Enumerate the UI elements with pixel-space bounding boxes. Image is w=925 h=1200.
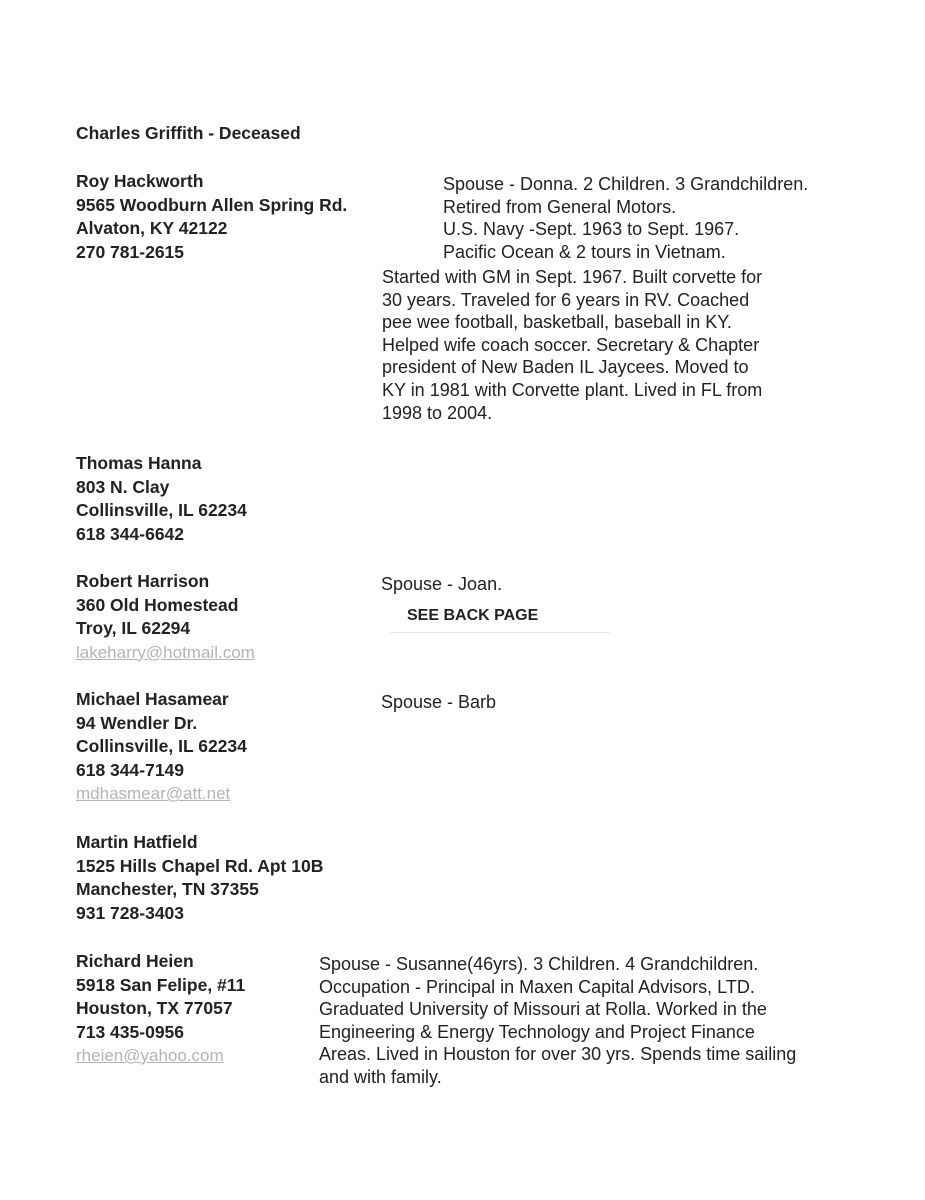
member-name: Thomas Hanna — [76, 453, 202, 473]
address-line: 94 Wendler Dr. — [76, 712, 198, 733]
note-line: Spouse - Susanne(46yrs). 3 Children. 4 Grandchildren. — [319, 954, 759, 974]
address-line: 1525 Hills Chapel Rd. Apt 10B — [76, 855, 324, 876]
entry-thomas-hanna — [76, 452, 247, 546]
email-link[interactable]: rheien@yahoo.com — [76, 1046, 224, 1065]
divider — [390, 632, 610, 633]
note-line: Started with GM in Sept. 1967. Built corvette for — [382, 267, 763, 287]
note-line: Engineering & Energy Technology and Project Finance — [319, 1021, 755, 1042]
note-line: 30 years. Traveled for 6 years in RV. Coached — [382, 289, 750, 310]
address-line: 803 N. Clay — [76, 476, 170, 497]
phone-number: 618 344-7149 — [76, 759, 185, 780]
member-name: Michael Hasamear — [76, 689, 229, 709]
phone-number: 270 781-2615 — [76, 241, 185, 262]
note-line: KY in 1981 with Corvette plant. Lived in FL from — [382, 379, 763, 400]
note-line: Graduated University of Missouri at Rolla. Worked in the — [319, 999, 767, 1020]
phone-number: 618 344-6642 — [76, 523, 185, 544]
note-line: president of New Baden IL Jaycees. Moved to — [382, 357, 749, 378]
address-line: Collinsville, IL 62234 — [76, 500, 247, 520]
notes-michael-hasamear — [381, 691, 496, 714]
entry-martin-hatfield — [76, 831, 323, 925]
member-name: Richard Heien — [76, 951, 194, 971]
entry-charles-griffith — [76, 122, 301, 146]
note-line: Retired from General Motors. — [443, 196, 677, 217]
note-line: Pacific Ocean & 2 tours in Vietnam. — [443, 241, 726, 262]
notes-roy-hackworth — [382, 266, 762, 424]
address-line: Collinsville, IL 62234 — [76, 736, 247, 756]
notes-roy-hackworth-indented — [443, 173, 808, 263]
note-line: Spouse - Donna. 2 Children. 3 Grandchildren. — [443, 174, 809, 194]
address-line: Manchester, TN 37355 — [76, 879, 259, 899]
member-name: Roy Hackworth — [76, 171, 204, 191]
see-back-page-note: SEE BACK PAGE — [407, 607, 539, 624]
notes-robert-harrison — [381, 573, 502, 596]
entry-roy-hackworth — [76, 170, 347, 264]
entry-michael-hasamear — [76, 688, 247, 806]
phone-number: 713 435-0956 — [76, 1021, 185, 1042]
address-line: 9565 Woodburn Allen Spring Rd. — [76, 194, 348, 215]
member-name: Martin Hatfield — [76, 832, 198, 852]
note-line: U.S. Navy -Sept. 1963 to Sept. 1967. — [443, 219, 740, 240]
address-line: 360 Old Homestead — [76, 594, 239, 615]
note-line: and with family. — [319, 1066, 442, 1087]
email-link[interactable]: lakeharry@hotmail.com — [76, 642, 255, 662]
member-name: Charles Griffith - Deceased — [76, 123, 301, 143]
note-line: Spouse - Barb — [381, 692, 497, 712]
address-line: Troy, IL 62294 — [76, 618, 191, 638]
note-line: Areas. Lived in Houston for over 30 yrs. Spends time sailing — [319, 1044, 797, 1065]
address-line: Alvaton, KY 42122 — [76, 218, 228, 238]
note-line: Helped wife coach soccer. Secretary & Chapter — [382, 334, 760, 355]
note-line: Spouse - Joan. — [381, 574, 503, 594]
address-line: 5918 San Felipe, #11 — [76, 974, 246, 995]
note-line: Occupation - Principal in Maxen Capital Advisors, LTD. — [319, 976, 755, 997]
entry-richard-heien — [76, 950, 245, 1068]
entry-robert-harrison — [76, 570, 255, 664]
notes-richard-heien — [319, 953, 796, 1089]
address-line: Houston, TX 77057 — [76, 998, 233, 1018]
email-link[interactable]: mdhasmear@att.net — [76, 784, 231, 803]
member-name: Robert Harrison — [76, 571, 210, 591]
phone-number: 931 728-3403 — [76, 902, 185, 923]
note-line: pee wee football, basketball, baseball in KY. — [382, 312, 732, 333]
note-line: 1998 to 2004. — [382, 402, 493, 423]
